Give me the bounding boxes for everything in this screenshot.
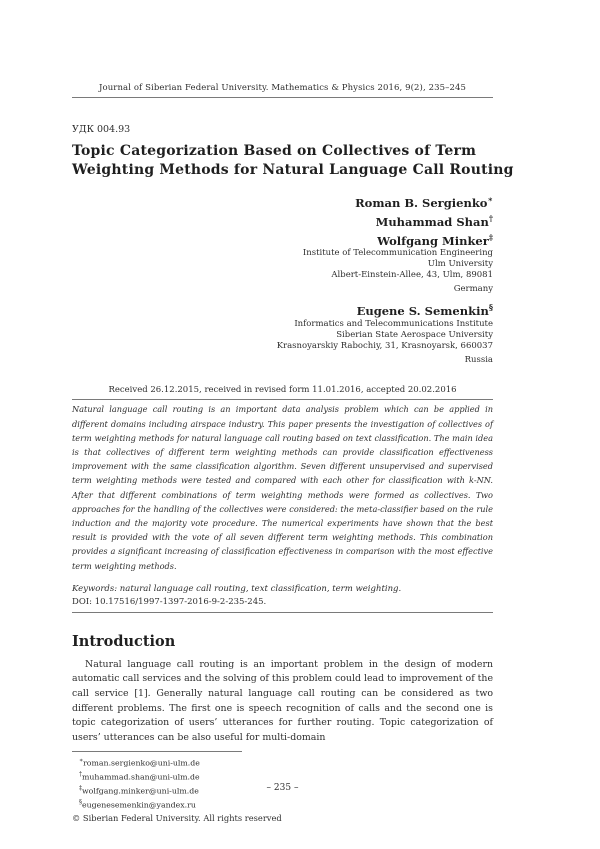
authors-group-2 <box>72 300 493 319</box>
footnote-email <box>72 769 493 783</box>
udc-code: УДК 004.93 <box>72 124 131 135</box>
doi-line: DOI: 10.17516/1997-1397-2016-9-2-235-245. <box>72 597 493 613</box>
author-footnote-mark: ‡ <box>488 231 493 242</box>
footnote-email <box>72 755 493 769</box>
author-footnote-mark: § <box>488 302 493 313</box>
footnote-mark: ∗ <box>79 757 84 765</box>
footnote-mark: † <box>79 771 82 779</box>
affiliation-institute: Informatics and Telecommunications Institute <box>294 319 493 330</box>
received-dates: Received 26.12.2015, received in revised form 11.01.2016, accepted 20.02.2016 <box>72 385 493 400</box>
copyright-line: © Siberian Federal University. All rights reserved <box>72 812 282 823</box>
author-name <box>72 192 493 211</box>
footnote-email-text: roman.sergienko@uni-ulm.de <box>83 758 200 768</box>
abstract-text: Natural language call routing is an important data analysis problem which can be applied in different domains including airspace industry. This paper presents the investigation of collectives of term weighting methods for natural language call routing based on text classification. The main idea is that collectives of different term weighting methods can provide classification effectiveness improvement with the same classification algorithm. Seven different unsupervised and supervised term weighting methods were tested and compared with each other for classification with k-NN. After that different combinations of term weighting methods were formed as collectives. Two approaches for the handling of the collectives were considered: the meta-classifier based on the rule induction and the majority vote procedure. The numerical experiments have shown that the best result is provided with the vote of all seven different term weighting methods. This combination provides a significant increasing of classification effectiveness in comparison with the most effective term weighting methods. <box>72 404 493 571</box>
affiliation-institute: Institute of Telecommunication Engineering <box>302 248 493 259</box>
footnote-mark: ‡ <box>79 785 82 793</box>
footnote-separator <box>72 751 242 752</box>
footnote-email-text: wolfgang.minker@uni-ulm.de <box>82 786 199 796</box>
paper-title: Topic Categorization Based on Collectives of Term Weighting Methods for Natural Language Call Routing <box>72 143 514 178</box>
footnote-email-text: muhammad.shan@uni-ulm.de <box>82 772 200 782</box>
section-heading-introduction: Introduction <box>72 632 176 650</box>
author-name-text: Muhammad Shan <box>375 214 489 229</box>
affiliation-1 <box>72 248 493 295</box>
author-footnote-mark: † <box>488 212 493 223</box>
affiliation-university: Siberian State Aerospace University <box>336 330 493 341</box>
author-name-text: Roman B. Sergienko <box>355 195 488 210</box>
paper-content <box>72 0 514 823</box>
author-footnote-mark: ∗ <box>487 194 493 204</box>
author-name-text: Wolfgang Minker <box>377 233 489 248</box>
author-name <box>72 211 493 230</box>
affiliation-country: Germany <box>453 284 493 295</box>
affiliation-2 <box>72 319 493 366</box>
introduction-paragraph: Natural language call routing is an important problem in the design of modern automatic call services and the solving of this problem could lead to improvement of the call service [1]. Generally natural language call routing can be considered as two different problems. The first one is speech recognition of calls and the second one is topic categorization of users’ utterances for further routing. Topic categorization of users’ utterances can be also useful for multi-domain <box>72 658 493 743</box>
affiliation-address: Krasnoyarskiy Rabochiy, 31, Krasnoyarsk, 660037 <box>276 341 493 352</box>
author-name <box>72 300 493 319</box>
footnote-email-text: eugenesemenkin@yandex.ru <box>82 800 196 810</box>
footnote-mark: § <box>79 798 82 806</box>
affiliation-country: Russia <box>464 355 493 366</box>
authors-group-1 <box>72 192 493 248</box>
author-name-text: Eugene S. Semenkin <box>356 304 489 319</box>
page-number: – 235 – <box>266 783 299 793</box>
keywords-line: Keywords: natural language call routing, text classification, term weighting. <box>72 583 402 594</box>
author-name <box>72 230 493 249</box>
affiliation-university: Ulm University <box>427 259 493 270</box>
footnote-email <box>72 797 493 811</box>
affiliation-address: Albert-Einstein-Allee, 43, Ulm, 89081 <box>331 270 493 281</box>
journal-header: Journal of Siberian Federal University. Mathematics & Physics 2016, 9(2), 235–245 <box>72 83 493 98</box>
